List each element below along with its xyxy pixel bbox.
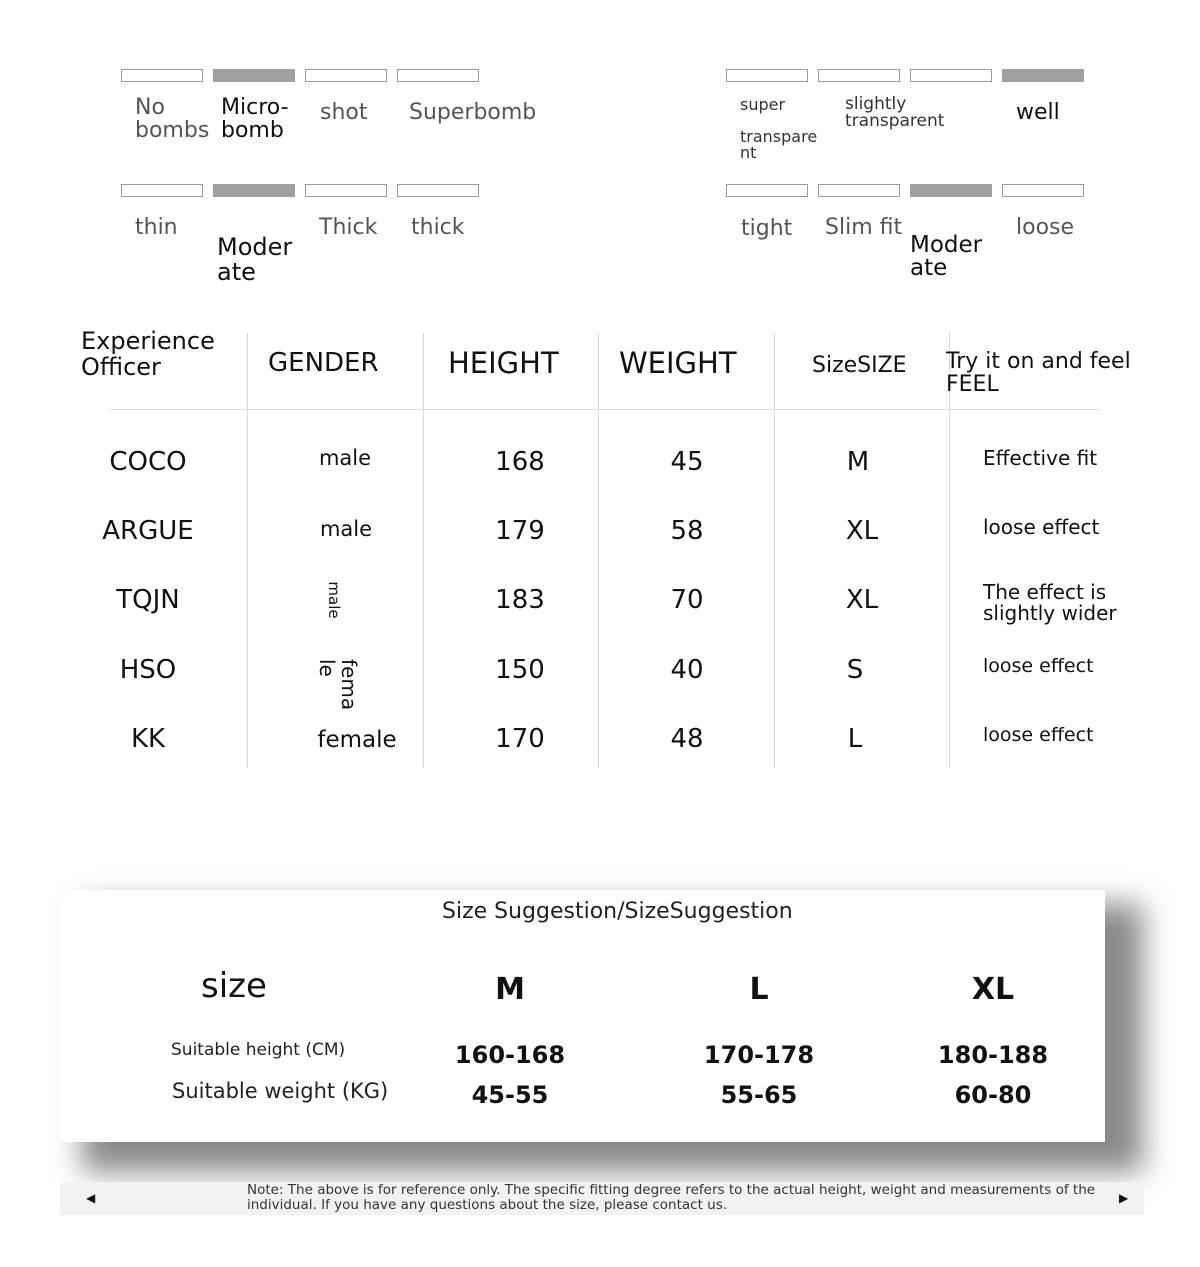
officer-gender: male xyxy=(319,517,373,541)
height-M: 160-168 xyxy=(454,1041,566,1069)
officer-height: 168 xyxy=(495,447,545,477)
officer-weight: 58 xyxy=(670,516,704,546)
officer-height: 179 xyxy=(495,516,545,546)
officer-gender: male xyxy=(325,581,343,619)
scale-bar-3-4 xyxy=(397,184,479,197)
size-XL: XL xyxy=(971,972,1015,1007)
height-XL: 180-188 xyxy=(937,1041,1049,1069)
officer-gender: fema le xyxy=(315,659,361,711)
officer-feel: loose effect xyxy=(983,515,1100,539)
scale-bar-4-2 xyxy=(818,184,900,197)
scale-option: super transpare nt xyxy=(740,95,818,162)
scale-bar-1-4 xyxy=(397,69,479,82)
header-divider xyxy=(110,409,1100,410)
scale-option: Superbomb xyxy=(409,100,537,125)
officer-gender: female xyxy=(317,727,397,753)
scale-bar-2-4 xyxy=(1002,69,1084,82)
officer-feel: The effect is slightly wider xyxy=(983,580,1117,625)
officer-feel: loose effect xyxy=(983,724,1094,746)
weight-XL: 60-80 xyxy=(954,1081,1032,1109)
scale-bar-3-1 xyxy=(121,184,203,197)
header-size: SizeSIZE xyxy=(812,353,907,378)
officer-name: ARGUE xyxy=(102,516,194,546)
scale-option-selected: Moder ate xyxy=(217,233,293,286)
officer-size: L xyxy=(847,724,863,754)
column-divider xyxy=(423,333,424,768)
scale-option: thin xyxy=(135,215,178,240)
scale-option: shot xyxy=(320,100,368,125)
officer-size: M xyxy=(846,447,870,477)
column-divider xyxy=(247,333,248,768)
officer-name: HSO xyxy=(119,655,177,685)
scale-option: loose xyxy=(1016,215,1075,240)
scale-bar-3-3 xyxy=(305,184,387,197)
scale-option: slightly transparent xyxy=(845,94,945,131)
scale-option-selected: Micro- bomb xyxy=(221,95,289,143)
officer-feel: loose effect xyxy=(983,655,1094,677)
scale-option: Thick xyxy=(319,215,378,240)
scale-option: No bombs xyxy=(135,95,210,143)
scale-bar-1-1 xyxy=(121,69,203,82)
officer-gender-rotated xyxy=(314,659,360,719)
weight-L: 55-65 xyxy=(720,1081,798,1109)
header-officer: Experience Officer xyxy=(81,327,215,381)
officer-name: KK xyxy=(130,724,166,754)
size-label: size xyxy=(201,966,267,1006)
officer-size: S xyxy=(846,655,864,685)
scale-bar-2-3 xyxy=(910,69,992,82)
scale-bar-4-4 xyxy=(1002,184,1084,197)
column-divider xyxy=(774,333,775,768)
officer-height: 170 xyxy=(495,724,545,754)
column-divider xyxy=(949,333,950,768)
officer-gender: male xyxy=(318,446,372,470)
officer-weight: 45 xyxy=(670,447,704,477)
officer-weight: 70 xyxy=(670,585,704,615)
officer-size: XL xyxy=(845,585,879,615)
officer-weight: 48 xyxy=(670,724,704,754)
officer-height: 183 xyxy=(495,585,545,615)
officer-name: COCO xyxy=(109,447,187,477)
scale-bar-1-2 xyxy=(213,69,295,82)
header-height: HEIGHT xyxy=(448,346,559,380)
scale-bar-2-1 xyxy=(726,69,808,82)
officer-height: 150 xyxy=(495,655,545,685)
officer-weight: 40 xyxy=(670,655,704,685)
scale-option-selected: well xyxy=(1016,100,1060,125)
scale-option: Slim fit xyxy=(825,215,903,240)
size-M: M xyxy=(495,972,525,1007)
officer-name: TQJN xyxy=(116,585,180,615)
weight-M: 45-55 xyxy=(471,1081,549,1109)
height-label: Suitable height (CM) xyxy=(171,1040,346,1060)
scale-option-selected: Moder ate xyxy=(910,232,983,281)
size-L: L xyxy=(749,972,769,1007)
scale-bar-2-2 xyxy=(818,69,900,82)
height-L: 170-178 xyxy=(703,1041,815,1069)
scale-option: thick xyxy=(411,215,465,240)
scroll-left-icon[interactable]: ◀ xyxy=(86,1191,96,1205)
weight-label: Suitable weight (KG) xyxy=(172,1079,389,1103)
scale-option: tight xyxy=(741,216,793,241)
header-weight: WEIGHT xyxy=(619,346,737,380)
header-feel: Try it on and feel FEEL xyxy=(946,349,1131,397)
scroll-right-icon[interactable]: ▶ xyxy=(1119,1191,1129,1205)
scale-bar-4-1 xyxy=(726,184,808,197)
scale-bar-1-3 xyxy=(305,69,387,82)
note-text: Note: The above is for reference only. The specific fitting degree refers to the actual height, weight and measurements of the individual. If you have any questions about the size, please contact us. xyxy=(247,1182,1096,1213)
column-divider xyxy=(598,333,599,768)
scale-bar-4-3 xyxy=(910,184,992,197)
header-gender: GENDER xyxy=(268,348,379,378)
officer-gender-rotated xyxy=(323,580,343,620)
officer-feel: Effective fit xyxy=(983,446,1098,470)
officer-size: XL xyxy=(845,516,879,546)
scale-bar-3-2 xyxy=(213,184,295,197)
size-suggestion-title: Size Suggestion/SizeSuggestion xyxy=(442,899,793,924)
